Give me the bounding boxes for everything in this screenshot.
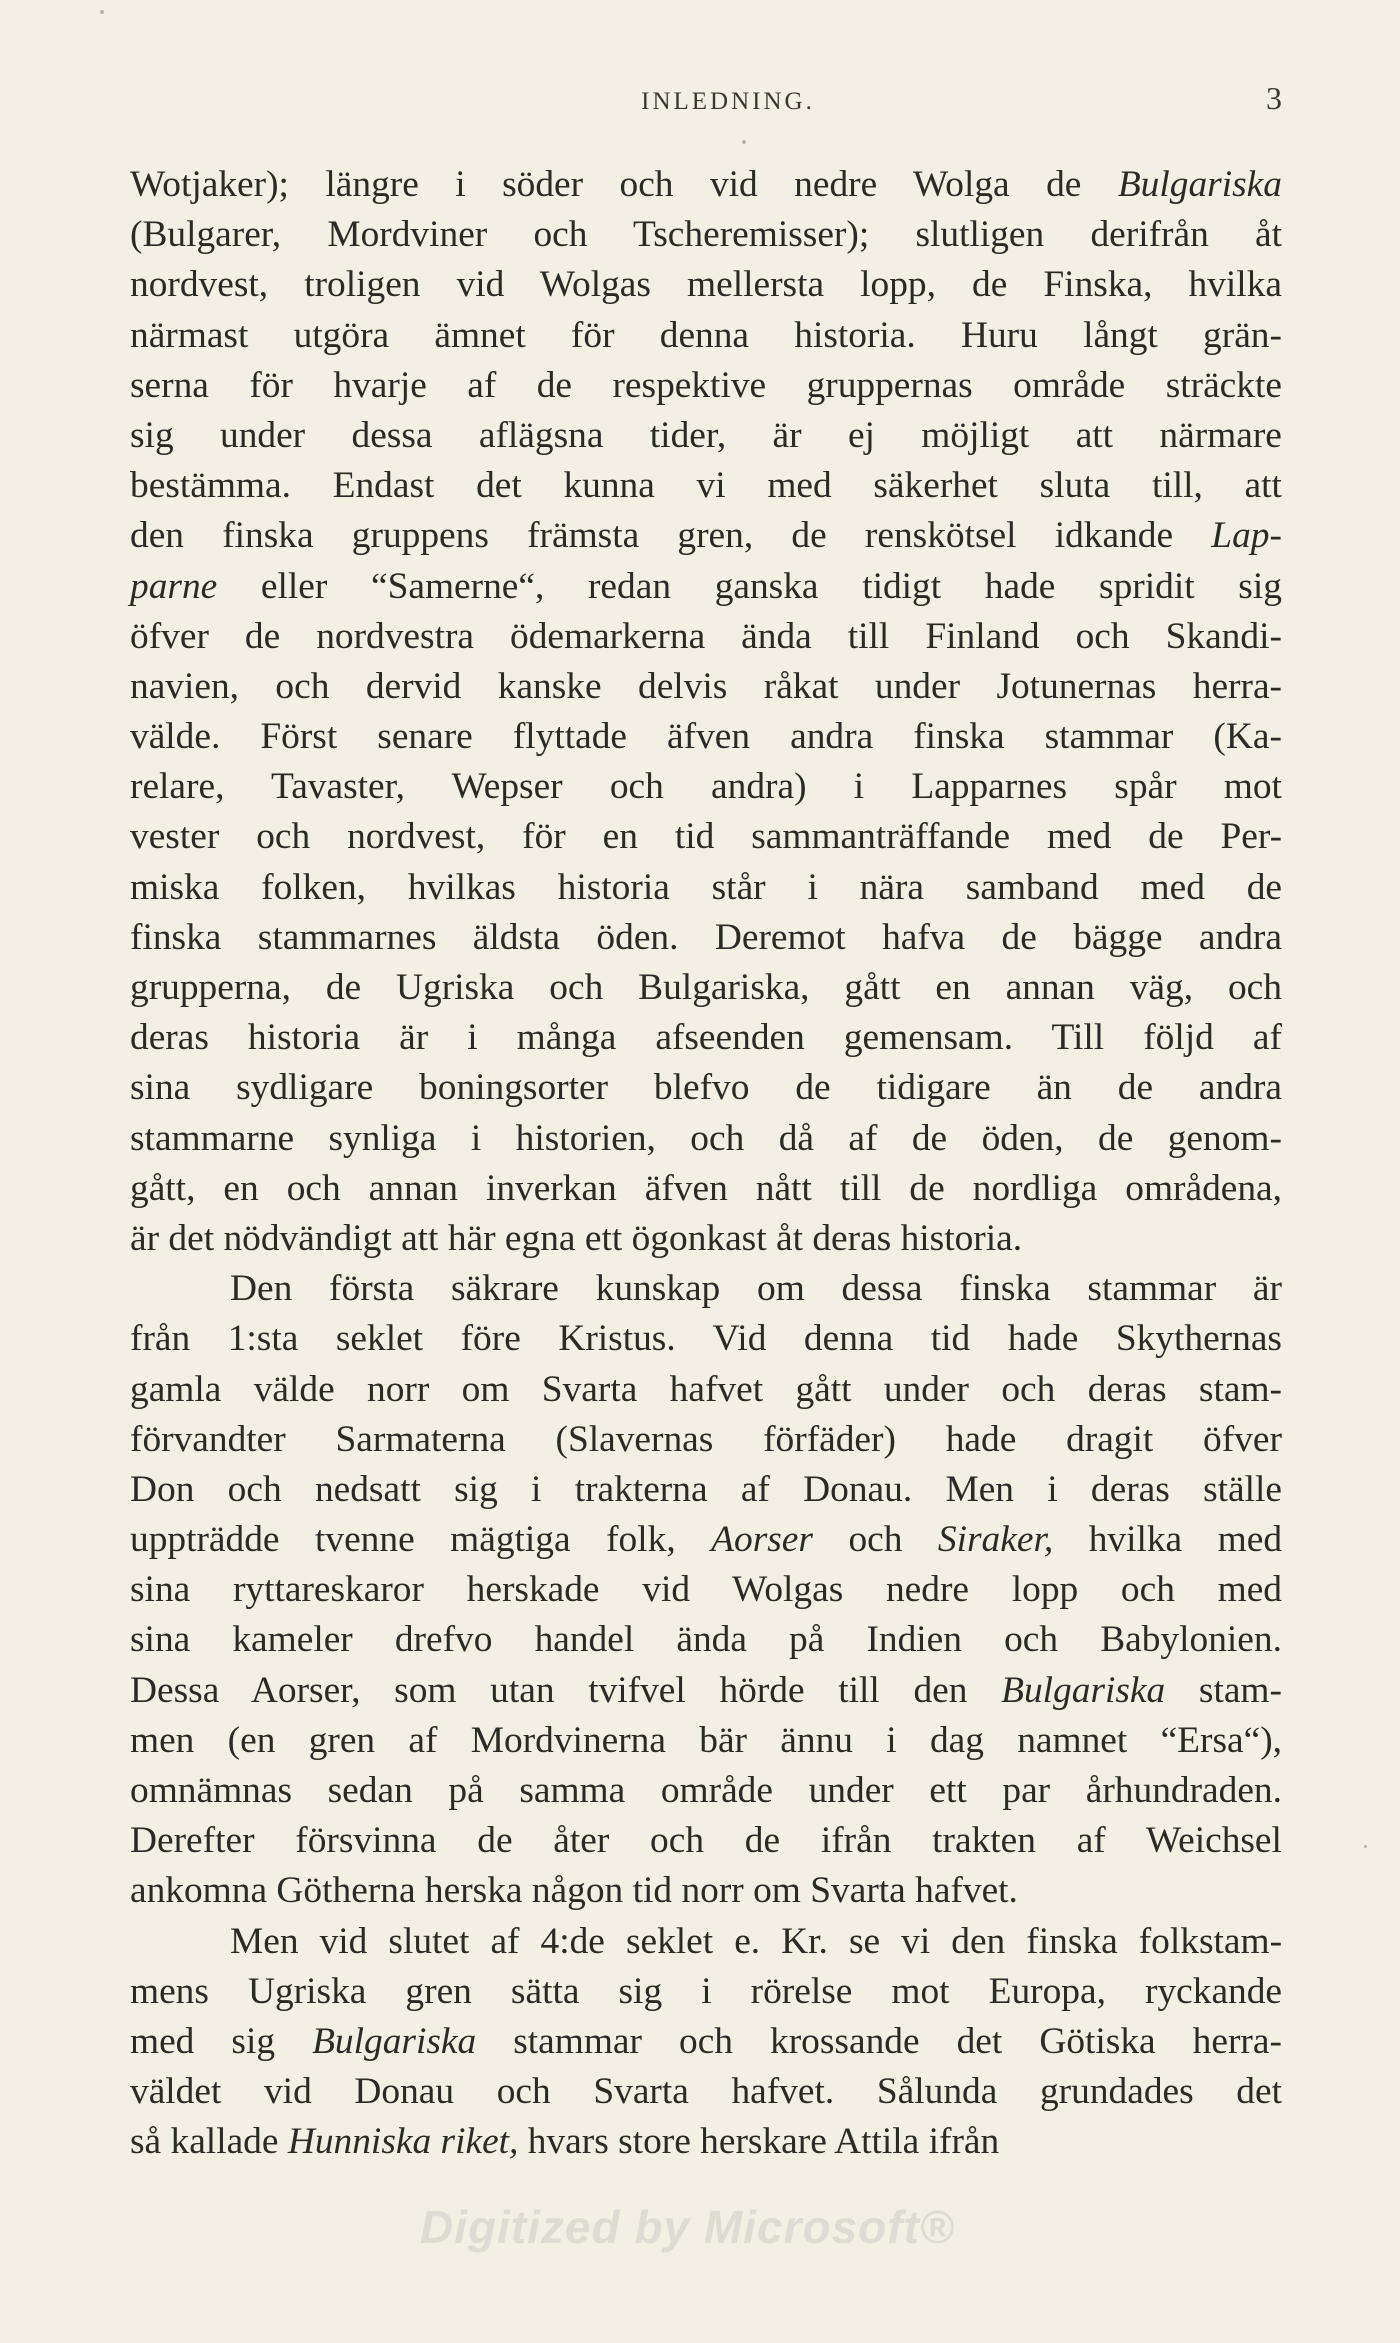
text-line: Wotjaker); längre i söder och vid nedre Wolga de Bulgariska <box>130 164 1282 205</box>
text-line: gått, en och annan inverkan äfven nått till de nordliga områdena, <box>130 1167 1283 1209</box>
speck <box>742 140 746 144</box>
text-line: Den första säkrare kunskap om dessa finska stammar är <box>230 1268 1282 1310</box>
text-line: men (en gren af Mordvinerna bär ännu i dag namnet “Ersa“), <box>130 1719 1282 1761</box>
text-line: parne eller “Samerne“, redan ganska tidigt hade spridit sig <box>130 565 1282 607</box>
text-line: miska folken, hvilkas historia står i nära samband med de <box>130 866 1283 908</box>
speck <box>1364 1845 1367 1848</box>
text-line: grupperna, de Ugriska och Bulgariska, gått en annan väg, och <box>130 967 1282 1008</box>
speck <box>100 10 104 14</box>
text-line: från 1:sta seklet före Kristus. Vid denna tid hade Skythernas <box>130 1318 1282 1360</box>
text-line: sina kameler drefvo handel ända på Indien och Babylonien. <box>130 1619 1282 1661</box>
running-head: INLEDNING. <box>641 88 815 115</box>
text-line: närmast utgöra ämnet för denna historia. Huru långt grän- <box>130 314 1282 356</box>
text-line: vester och nordvest, för en tid sammanträffande med de Per- <box>130 816 1283 858</box>
text-line: sig under dessa aflägsna tider, är ej möjligt att närmare <box>130 414 1282 456</box>
text-line: finska stammarnes äldsta öden. Deremot hafva de bägge andra <box>130 916 1282 958</box>
text-line: navien, och dervid kanske delvis råkat under Jotunernas herra- <box>130 665 1283 707</box>
text-line: Don och nedsatt sig i trakterna af Donau. Men i deras ställe <box>130 1468 1282 1510</box>
page-number: 3 <box>1266 80 1282 116</box>
text-line: den finska gruppens främsta gren, de renskötsel idkande Lap- <box>130 515 1282 557</box>
text-line: sina ryttareskaror herskade vid Wolgas nedre lopp och med <box>130 1569 1282 1611</box>
text-line: Men vid slutet af 4:de seklet e. Kr. se vi den finska folkstam- <box>230 1920 1283 1962</box>
text-line: Derefter försvinna de åter och de ifrån trakten af Weichsel <box>130 1820 1282 1862</box>
text-line: förvandter Sarmaterna (Slavernas förfäder) hade dragit öfver <box>130 1418 1282 1460</box>
text-line: nordvest, troligen vid Wolgas mellersta lopp, de Finska, hvilka <box>130 264 1282 306</box>
page-header <box>130 80 1282 128</box>
text-line: omnämnas sedan på samma område under ett par århundraden. <box>130 1770 1282 1811</box>
text-line: öfver de nordvestra ödemarkerna ända till Finland och Skandi- <box>130 615 1282 657</box>
text-line: är det nödvändigt att här egna ett ögonkast åt deras historia. <box>130 1217 1023 1259</box>
text-line: serna för hvarje af de respektive gruppernas område sträckte <box>130 364 1282 406</box>
text-line: välde. Först senare flyttade äfven andra finska stammar (Ka- <box>130 716 1282 758</box>
page <box>130 80 1282 2168</box>
text-line: sina sydligare boningsorter blefvo de tidigare än de andra <box>130 1067 1282 1109</box>
body-text <box>130 160 1282 2168</box>
text-line: väldet vid Donau och Svarta hafvet. Sålunda grundades det <box>130 2071 1282 2113</box>
text-line: stammarne synliga i historien, och då af de öden, de genom- <box>130 1117 1282 1159</box>
text-line: ankomna Götherna herska någon tid norr om Svarta hafvet. <box>130 1870 1018 1912</box>
text-line: gamla välde norr om Svarta hafvet gått under och deras stam- <box>130 1368 1282 1410</box>
text-line: relare, Tavaster, Wepser och andra) i Lapparnes spår mot <box>130 766 1282 808</box>
text-line: Dessa Aorser, som utan tvifvel hörde till den Bulgariska stam- <box>130 1669 1282 1711</box>
text-line: (Bulgarer, Mordviner och Tscheremisser); slutligen derifrån åt <box>130 214 1282 256</box>
text-line: uppträdde tvenne mägtiga folk, Aorser och Siraker, hvilka med <box>130 1519 1283 1561</box>
text-line: med sig Bulgariska stammar och krossande det Götiska herra- <box>130 2020 1282 2062</box>
text-line: så kallade Hunniska riket, hvars store herskare Attila ifrån <box>130 2121 1000 2163</box>
text-line: mens Ugriska gren sätta sig i rörelse mot Europa, ryckande <box>130 1970 1283 2012</box>
text-line: deras historia är i många afseenden gemensam. Till följd af <box>130 1017 1282 1059</box>
watermark: Digitized by Microsoft® <box>420 2201 955 2253</box>
text-line: bestämma. Endast det kunna vi med säkerhet sluta till, att <box>130 465 1282 507</box>
